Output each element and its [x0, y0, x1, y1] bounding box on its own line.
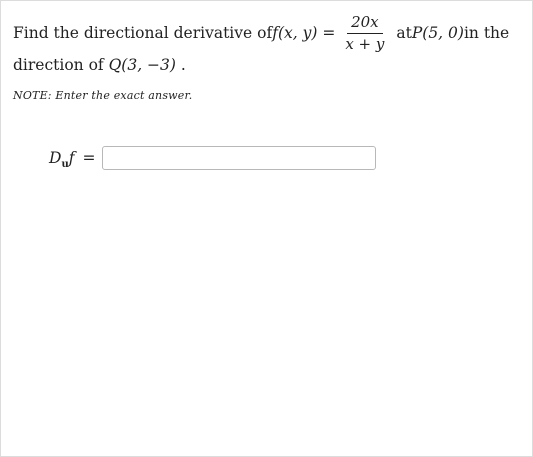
question-line-2	[13, 56, 186, 74]
function-lhs: f(x, y) =	[272, 24, 336, 42]
question-suffix: in the	[463, 24, 510, 42]
question-prefix: Find the directional derivative of	[13, 24, 273, 42]
question-line-1	[13, 10, 509, 56]
point-q: Q(3, −3)	[108, 56, 176, 74]
question-middle: at	[396, 24, 412, 42]
answer-label-subscript: u	[61, 159, 69, 170]
fraction-numerator: 20x	[347, 13, 383, 34]
answer-label-func: f	[68, 149, 75, 167]
question-line2-prefix: direction of	[13, 56, 109, 74]
answer-input[interactable]	[102, 146, 376, 170]
answer-label-main: D	[49, 149, 62, 167]
question-line2-suffix: .	[180, 56, 186, 74]
equals-sign: =	[82, 149, 96, 167]
answer-label	[49, 149, 75, 170]
answer-row	[49, 144, 376, 172]
fraction-denominator: x + y	[345, 35, 385, 53]
point-p: P(5, 0)	[411, 24, 464, 42]
function-fraction	[341, 13, 388, 53]
note-text: NOTE: Enter the exact answer.	[13, 89, 193, 102]
